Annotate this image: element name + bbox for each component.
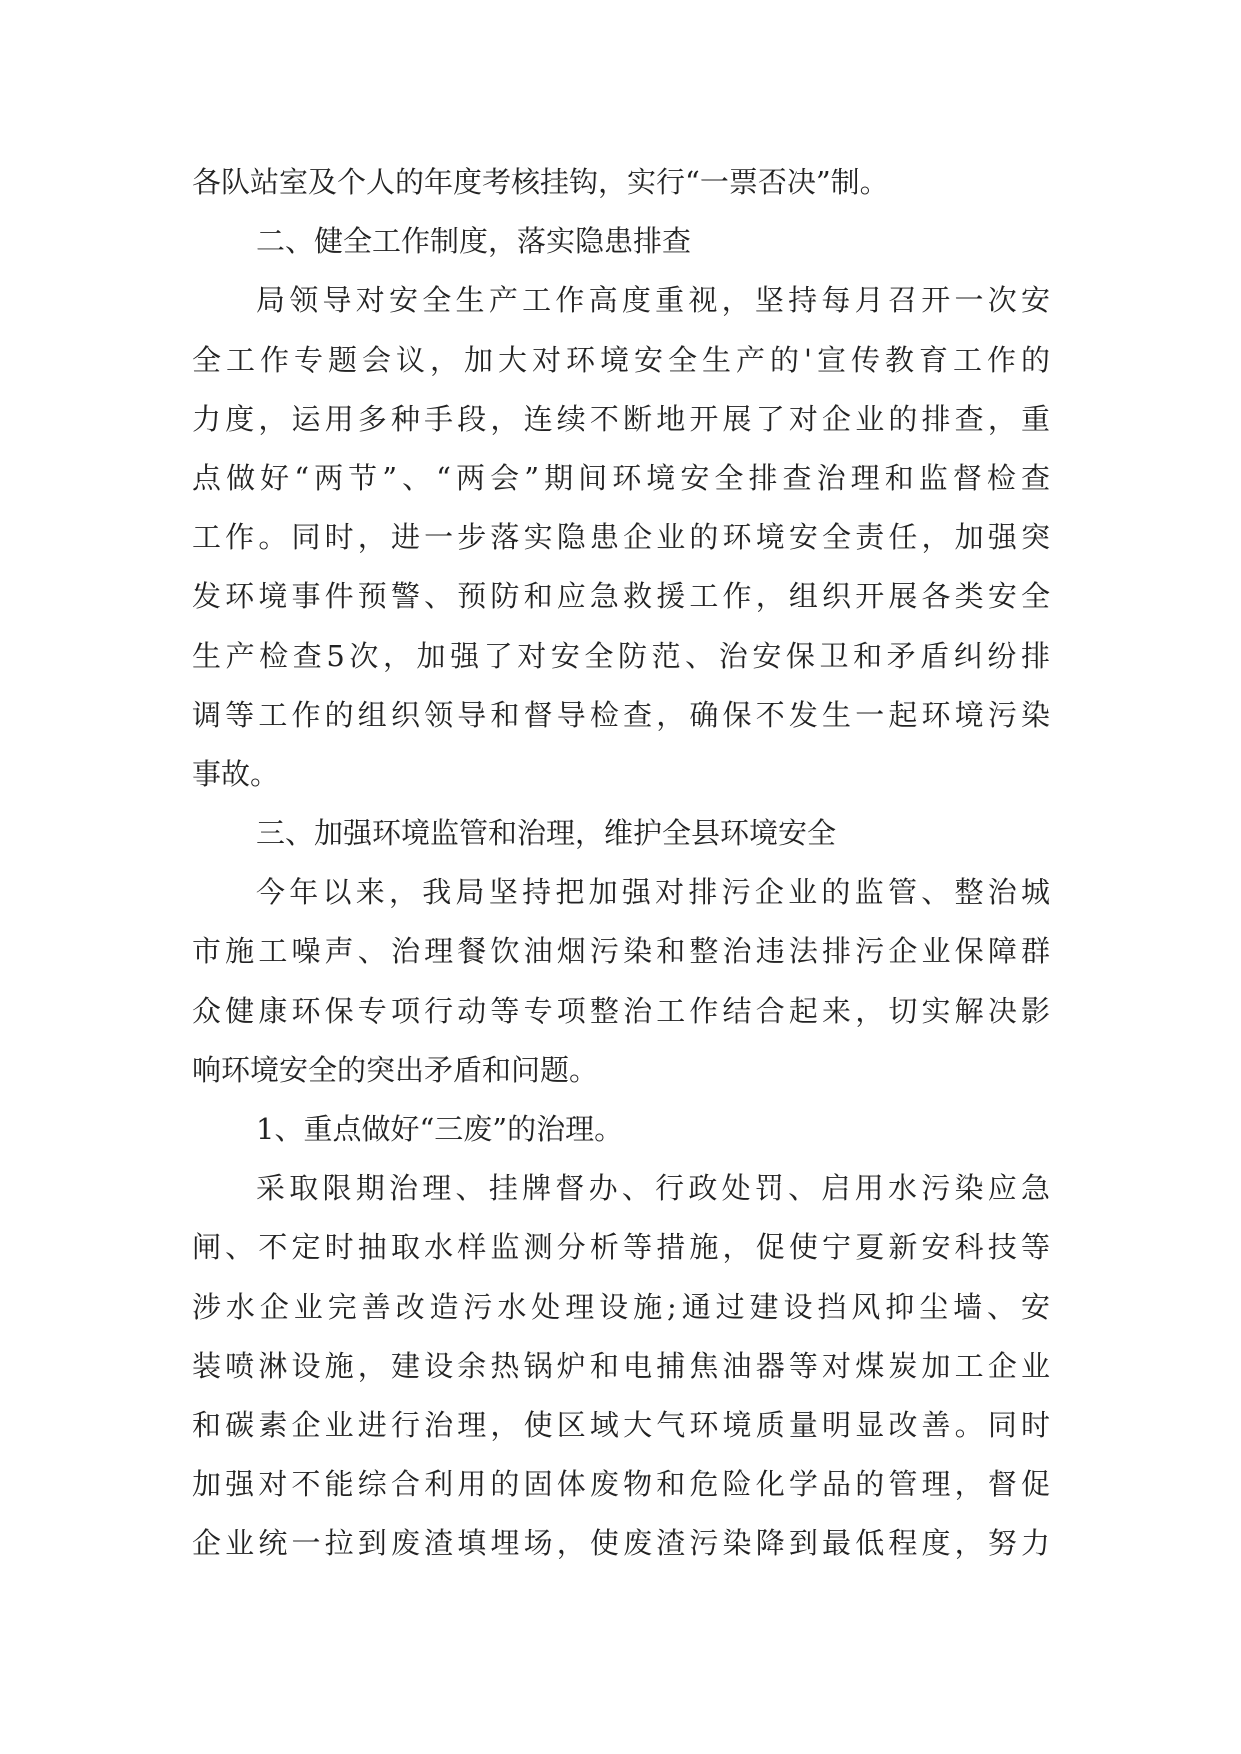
paragraph-line: 局领导对安全生产工作高度重视，坚持每月召开一次安	[256, 283, 1050, 318]
paragraph-line: 和碳素企业进行治理，使区域大气环境质量明显改善。同时	[192, 1407, 1050, 1442]
paragraph-line: 装喷淋设施，建设余热锅炉和电捕焦油器等对煤炭加工企业	[192, 1348, 1050, 1383]
paragraph-line: 全工作专题会议，加大对环境安全生产的'宣传教育工作的	[192, 342, 1050, 377]
paragraph-line: 力度，运用多种手段，连续不断地开展了对企业的排查，重	[192, 401, 1050, 436]
paragraph-line: 工作。同时，进一步落实隐患企业的环境安全责任，加强突	[192, 520, 1050, 555]
section-heading-2: 二、健全工作制度，落实隐患排查	[256, 224, 692, 259]
paragraph-line: 点做好“两节”、“两会”期间环境安全排查治理和监督检查	[192, 460, 1050, 495]
paragraph-line: 响环境安全的突出矛盾和问题。	[192, 1052, 599, 1087]
paragraph-line: 加强对不能综合利用的固体废物和危险化学品的管理，督促	[192, 1467, 1050, 1502]
paragraph-line: 事故。	[192, 756, 280, 791]
paragraph-line: 各队站室及个人的年度考核挂钩，实行“一票否决”制。	[192, 165, 889, 199]
paragraph-line: 调等工作的组织领导和督导检查，确保不发生一起环境污染	[192, 697, 1050, 732]
subsection-heading-1: 1、重点做好“三废”的治理。	[256, 1112, 624, 1146]
paragraph-line: 市施工噪声、治理餐饮油烟污染和整治违法排污企业保障群	[192, 934, 1050, 969]
paragraph-line: 生产检查5次，加强了对安全防范、治安保卫和矛盾纠纷排	[192, 638, 1050, 673]
document-body	[192, 153, 1050, 1574]
paragraph-line: 今年以来，我局坚持把加强对排污企业的监管、整治城	[256, 875, 1050, 910]
paragraph-line: 采取限期治理、挂牌督办、行政处罚、启用水污染应急	[256, 1171, 1050, 1206]
paragraph-line: 闸、不定时抽取水样监测分析等措施，促使宁夏新安科技等	[192, 1230, 1050, 1265]
paragraph-line: 涉水企业完善改造污水处理设施;通过建设挡风抑尘墙、安	[192, 1289, 1050, 1324]
section-heading-3: 三、加强环境监管和治理，维护全县环境安全	[256, 816, 837, 851]
paragraph-line: 发环境事件预警、预防和应急救援工作，组织开展各类安全	[192, 579, 1050, 614]
paragraph-line: 众健康环保专项行动等专项整治工作结合起来，切实解决影	[192, 993, 1050, 1028]
paragraph-line: 企业统一拉到废渣填埋场，使废渣污染降到最低程度，努力	[192, 1526, 1050, 1561]
